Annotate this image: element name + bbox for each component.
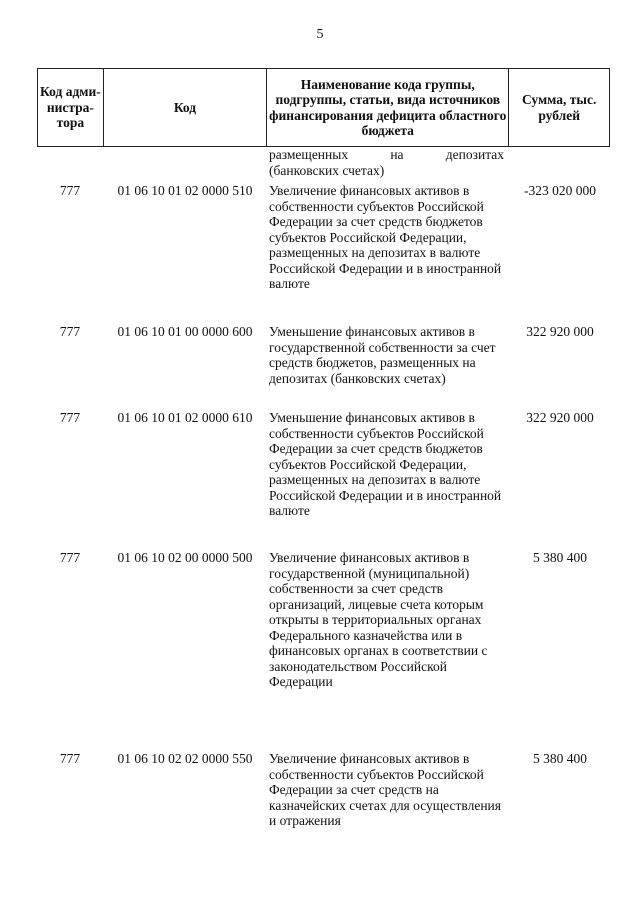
item-sum: 322 920 000 — [526, 410, 594, 425]
admin-code: 777 — [59, 183, 81, 198]
admin-code: 777 — [59, 751, 81, 766]
header-code: Код — [104, 69, 267, 146]
header-name: Наименование кода группы, подгруппы, статьи, вида источников финансирования дефицита областного бюджета — [267, 69, 509, 146]
budget-code: 01 06 10 02 00 0000 500 — [117, 550, 253, 565]
table-row — [37, 410, 610, 550]
table-header — [37, 68, 610, 147]
budget-code: 01 06 10 01 02 0000 610 — [117, 410, 253, 425]
budget-code: 01 06 10 01 02 0000 510 — [117, 183, 253, 198]
header-sum: Сумма, тыс. рублей — [522, 92, 597, 123]
item-name: Увеличение финансовых активов в собственности субъектов Российской Федерации за счет средств на казначейских счетах для осуществления и отражения — [269, 751, 501, 828]
table-row — [37, 550, 610, 751]
item-name: Уменьшение финансовых активов в собственности субъектов Российской Федерации за счет средств бюджетов субъектов Российской Федерации, размещенных на депозитах в валюте Российской Федерации и в иностранной валюте — [269, 410, 502, 518]
table-row — [37, 324, 610, 410]
admin-code: 777 — [59, 324, 81, 339]
admin-code: 777 — [59, 410, 81, 425]
item-name: Увеличение финансовых активов в собственности субъектов Российской Федерации за счет средств бюджетов субъектов Российской Федерации, размещенных на депозитах в валюте Российской Федерации и в иностранной валюте — [269, 183, 502, 291]
item-name: Увеличение финансовых активов в государственной (муниципальной) собственности за счет средств организаций, лицевые счета которым открыты в территориальных органах Федерального казначейства или в финансовых органах в соответствии с законодательством Российской Федерации — [269, 550, 488, 689]
continuation-text: размещенных на депозитах (банковских счетах) — [269, 147, 504, 178]
item-name: Уменьшение финансовых активов в государственной собственности за счет средств бюджетов, размещенных на депозитах (банковских счетах) — [269, 324, 496, 386]
item-sum: 5 380 400 — [533, 550, 587, 565]
admin-code: 777 — [59, 550, 81, 565]
item-sum: -323 020 000 — [524, 183, 596, 198]
budget-code: 01 06 10 02 02 0000 550 — [117, 751, 253, 766]
table-row — [37, 751, 610, 851]
item-sum: 5 380 400 — [533, 751, 587, 766]
table-row-continuation — [37, 147, 610, 183]
table-row — [37, 183, 610, 324]
budget-code: 01 06 10 01 00 0000 600 — [117, 324, 253, 339]
page-number: 5 — [316, 27, 324, 42]
header-admin-code: Код адми-нистра-тора — [38, 69, 104, 146]
sources-table — [37, 68, 610, 851]
item-sum: 322 920 000 — [526, 324, 594, 339]
